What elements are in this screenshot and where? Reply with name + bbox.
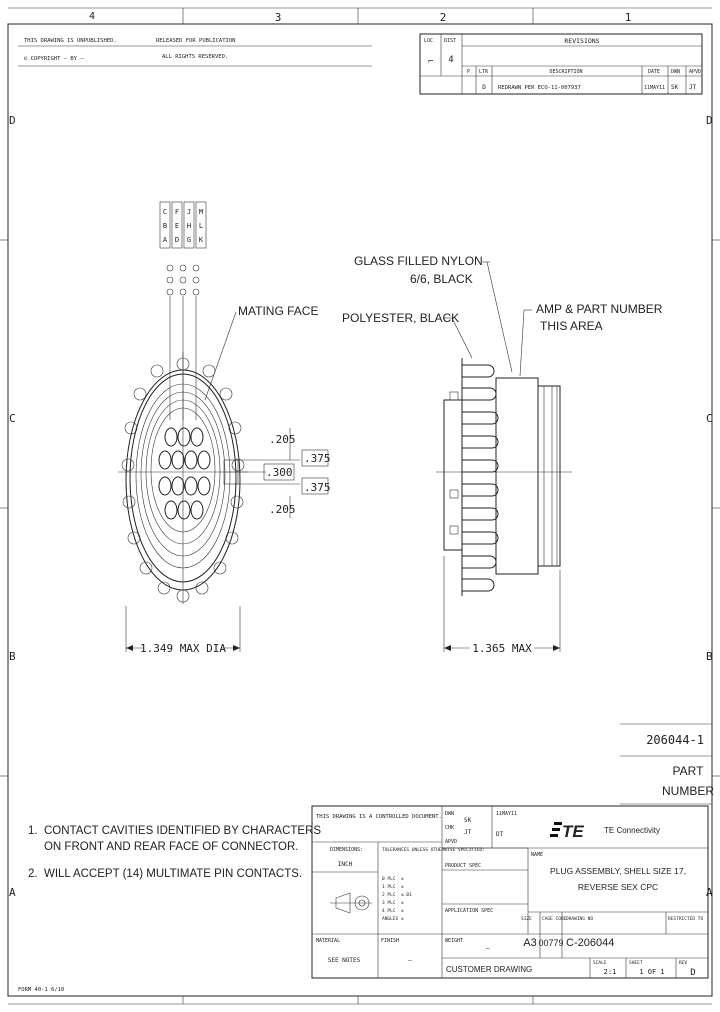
dwn-label: DWN [445,811,455,817]
chk-label: CHK [445,825,455,831]
proprietary-block [18,38,372,66]
contact-label-f: F [174,208,180,216]
date-value: 11MAY11 [496,811,518,817]
tol-2plc: 2 PLC ±.01 [382,893,412,898]
rev-col-date: DATE [648,69,661,75]
zone-left-d: D [9,114,16,127]
rev-dist-value: 4 [448,55,454,65]
tol-0plc: 0 PLC ± [382,877,404,882]
zone-top-2: 2 [439,11,447,24]
material-value: SEE NOTES [327,957,361,964]
release-text: RELEASED FOR PUBLICATION [156,38,236,44]
notes [28,825,321,880]
zone-left-a: A [9,886,16,899]
zone-top-1: 1 [624,11,632,24]
rev-row-ltr: D [482,84,486,91]
te-logo-text: TE [562,822,584,841]
scale-value: 2:1 [603,968,617,976]
part-label-1: PART [672,764,704,778]
rev-value: D [690,968,696,978]
application-spec-label: APPLICATION SPEC [445,908,494,914]
side-fins [462,365,498,591]
side-callouts [342,254,663,376]
sheet-value: 1 OF 1 [639,968,665,976]
scale-label: SCALE [593,961,607,966]
contact-cavities [159,428,210,519]
dim-max-len: 1.365 MAX [472,642,532,655]
material-label: MATERIAL [316,938,341,944]
contact-label-e: E [174,222,180,230]
rev-row-description: REDRAWN PER ECO-11-007937 [498,85,581,91]
dim-205-top: .205 [269,433,296,446]
controlled-doc-text: THIS DRAWING IS A CONTROLLED DOCUMENT. [316,814,442,820]
side-view [436,358,572,655]
contact-label-b: B [162,222,168,230]
front-view [118,352,248,604]
contact-label-m: M [198,208,204,216]
size-label: SIZE [521,917,532,922]
glass-nylon-label-1: GLASS FILLED NYLON [354,254,483,268]
front-dimensions [126,428,331,655]
dwn-value: SK [464,817,472,824]
unpublished-text: THIS DRAWING IS UNPUBLISHED. [24,38,117,44]
title-line-1: PLUG ASSEMBLY, SHELL SIZE 17, [550,866,686,876]
drawing-no-label: DRAWING NO [566,917,594,922]
rev-col-description: DESCRIPTION [549,69,583,75]
zone-right-c: C [706,412,713,425]
rev-dist-label: DIST [444,38,457,44]
copyright-text: © COPYRIGHT — BY — [24,56,84,62]
rev-col-p: P [467,69,471,75]
note-2: 2. WILL ACCEPT (14) MULTIMATE PIN CONTACTS. [28,868,303,880]
contact-label-c: C [162,208,168,216]
mating-face-label: MATING FACE [238,304,319,318]
dim-300: .300 [266,466,293,479]
size-value: A3 [523,937,537,949]
amp-part-label-2: THIS AREA [540,319,603,333]
form-id: FORM 40-1 6/10 [18,987,65,993]
rev-label: REV [679,961,688,966]
zone-left-b: B [9,650,16,663]
rev-col-apvd: APVD [689,69,702,75]
cage-value: 00779 [538,938,564,948]
rev-loc-mark: ⌐ [428,57,434,67]
polyester-label: POLYESTER, BLACK [342,311,460,325]
dim-max-dia: 1.349 MAX DIA [139,642,227,655]
part-label-2: NUMBER [661,784,715,798]
rev-loc-label: LOC [424,38,434,44]
te-logo [550,822,660,841]
zone-right-b: B [706,650,713,663]
contact-label-a: A [162,236,168,244]
sheet-border [0,8,720,1004]
tol-3plc: 3 PLC ± [382,901,404,906]
rev-title: REVISIONS [564,37,600,45]
dim-375-top: .375 [304,452,331,465]
customer-drawing-label: CUSTOMER DRAWING [446,965,533,974]
appvd-label: APVD [445,839,458,845]
title-block [312,806,708,978]
rights-text: ALL RIGHTS RESERVED. [162,54,229,60]
rev-col-dwn: DWN [671,69,681,75]
contact-label-j: J [186,208,192,216]
zone-top-4: 4 [88,11,96,22]
amp-part-label-1: AMP & PART NUMBER [536,302,663,316]
tolerances-label: TOLERANCES UNLESS OTHERWISE SPECIFIED: [382,848,485,853]
note-1-line-1: 1. CONTACT CAVITIES IDENTIFIED BY CHARACTERS [28,825,322,837]
zone-right-d: D [706,114,713,127]
zone-right-a: A [706,886,713,899]
chk-value: JT [464,829,472,836]
cavity-markers [167,265,199,295]
zone-top-3: 3 [274,11,282,24]
tol-4plc: 4 PLC ± [382,909,404,914]
drawing-no-value: C-206044 [566,937,615,949]
revisions-table [420,34,702,94]
part-number: 206044-1 [646,733,704,747]
name-label: NAME [531,852,544,858]
cage-label: CAGE CODE [542,917,567,922]
weight-value: — [486,945,490,952]
note-1-line-2: ON FRONT AND REAR FACE OF CONNECTOR. [28,841,299,853]
contact-label-d: D [174,236,180,244]
contact-label-g: G [186,236,192,244]
tol-angles: ANGLES ± [382,917,404,922]
contact-label-h: H [186,222,192,230]
mating-face-callout [205,304,318,400]
rev-row-apvd: JT [689,84,697,91]
tol-1plc: 1 PLC ± [382,885,404,890]
title-line-2: REVERSE SEX CPC [577,882,659,892]
dimensions-unit: INCH [337,861,353,868]
third-angle-projection-icon [330,893,372,913]
sheet-label: SHEET [629,961,643,966]
dimensions-label: DIMENSIONS: [330,847,364,853]
appvd-value: DT [496,831,504,838]
dim-375-bottom: .375 [304,481,331,494]
dim-205-bottom: .205 [269,503,296,516]
rev-row-dwn: SK [671,84,679,91]
weight-label: WEIGHT [445,938,464,944]
glass-nylon-label-2: 6/6, BLACK [410,272,473,286]
finish-label: FINISH [381,938,400,944]
company-name: TE Connectivity [604,826,661,835]
rev-col-ltr: LTR [479,69,489,75]
contact-label-l: L [198,222,204,230]
restricted-label: RESTRICTED TO [668,917,704,922]
rev-row-date: 11MAY11 [644,85,666,91]
zone-left-c: C [9,412,16,425]
product-spec-label: PRODUCT SPEC [445,863,482,869]
contact-label-k: K [198,236,204,244]
part-number-block [620,724,714,804]
finish-value: — [408,957,412,964]
